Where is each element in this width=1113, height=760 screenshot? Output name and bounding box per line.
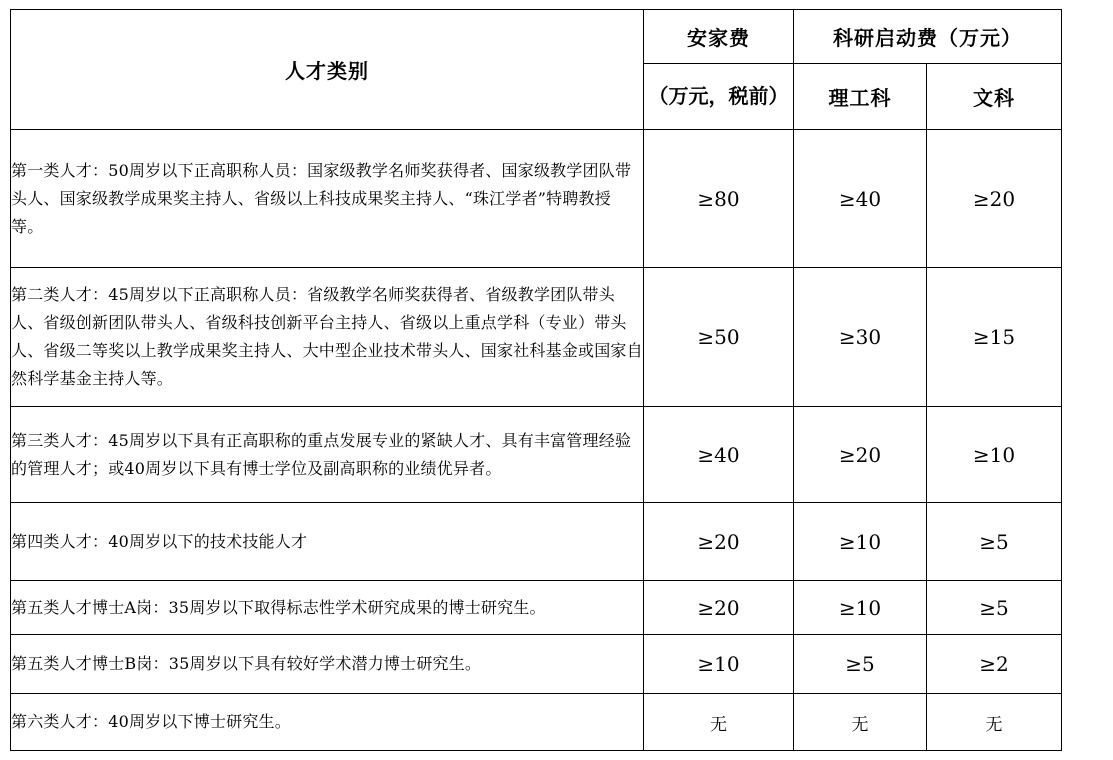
row-category: 第五类人才博士A岗：35周岁以下取得标志性学术研究成果的博士研究生。	[11, 581, 644, 635]
row-science: ≥10	[794, 581, 927, 635]
row-category: 第四类人才：40周岁以下的技术技能人才	[11, 503, 644, 581]
row-science: ≥5	[794, 635, 927, 694]
row-arts: ≥5	[927, 503, 1062, 581]
table-row	[11, 581, 1062, 635]
row-arts: ≥15	[927, 268, 1062, 407]
row-category: 第一类人才：50周岁以下正高职称人员：国家级教学名师奖获得者、国家级教学团队带头人、国家级教学成果奖主持人、省级以上科技成果奖主持人、“珠江学者”特聘教授等。	[11, 130, 644, 268]
row-settlement: ≥80	[644, 130, 794, 268]
table-row	[11, 503, 1062, 581]
row-arts: ≥5	[927, 581, 1062, 635]
row-science: ≥20	[794, 407, 927, 503]
header-arts: 文科	[927, 64, 1062, 130]
row-arts: ≥20	[927, 130, 1062, 268]
row-settlement: ≥40	[644, 407, 794, 503]
table-row	[11, 407, 1062, 503]
table-row	[11, 635, 1062, 694]
table-row	[11, 694, 1062, 751]
talent-table	[10, 9, 1062, 751]
row-category: 第三类人才：45周岁以下具有正高职称的重点发展专业的紧缺人才、具有丰富管理经验的管理人才；或40周岁以下具有博士学位及副高职称的业绩优异者。	[11, 407, 644, 503]
row-science: ≥10	[794, 503, 927, 581]
row-settlement: ≥10	[644, 635, 794, 694]
row-arts: ≥10	[927, 407, 1062, 503]
row-science: ≥40	[794, 130, 927, 268]
row-science: ≥30	[794, 268, 927, 407]
header-research: 科研启动费（万元）	[794, 10, 1062, 64]
row-settlement: ≥50	[644, 268, 794, 407]
header-category: 人才类别	[11, 10, 644, 130]
row-settlement: ≥20	[644, 581, 794, 635]
row-category: 第六类人才：40周岁以下博士研究生。	[11, 694, 644, 751]
row-arts: 无	[927, 694, 1062, 751]
row-category: 第五类人才博士B岗：35周岁以下具有较好学术潜力博士研究生。	[11, 635, 644, 694]
row-settlement: 无	[644, 694, 794, 751]
header-science: 理工科	[794, 64, 927, 130]
header-settlement-unit: （万元，税前）	[644, 64, 794, 130]
row-arts: ≥2	[927, 635, 1062, 694]
header-row-1	[11, 10, 1062, 64]
table-row	[11, 130, 1062, 268]
table-row	[11, 268, 1062, 407]
header-settlement: 安家费	[644, 10, 794, 64]
row-settlement: ≥20	[644, 503, 794, 581]
row-category: 第二类人才：45周岁以下正高职称人员：省级教学名师奖获得者、省级教学团队带头人、省级创新团队带头人、省级科技创新平台主持人、省级以上重点学科（专业）带头人、省级二等奖以上教学成果奖主持人、大中型企业技术带头人、国家社科基金或国家自然科学基金主持人等。	[11, 268, 644, 407]
row-science: 无	[794, 694, 927, 751]
